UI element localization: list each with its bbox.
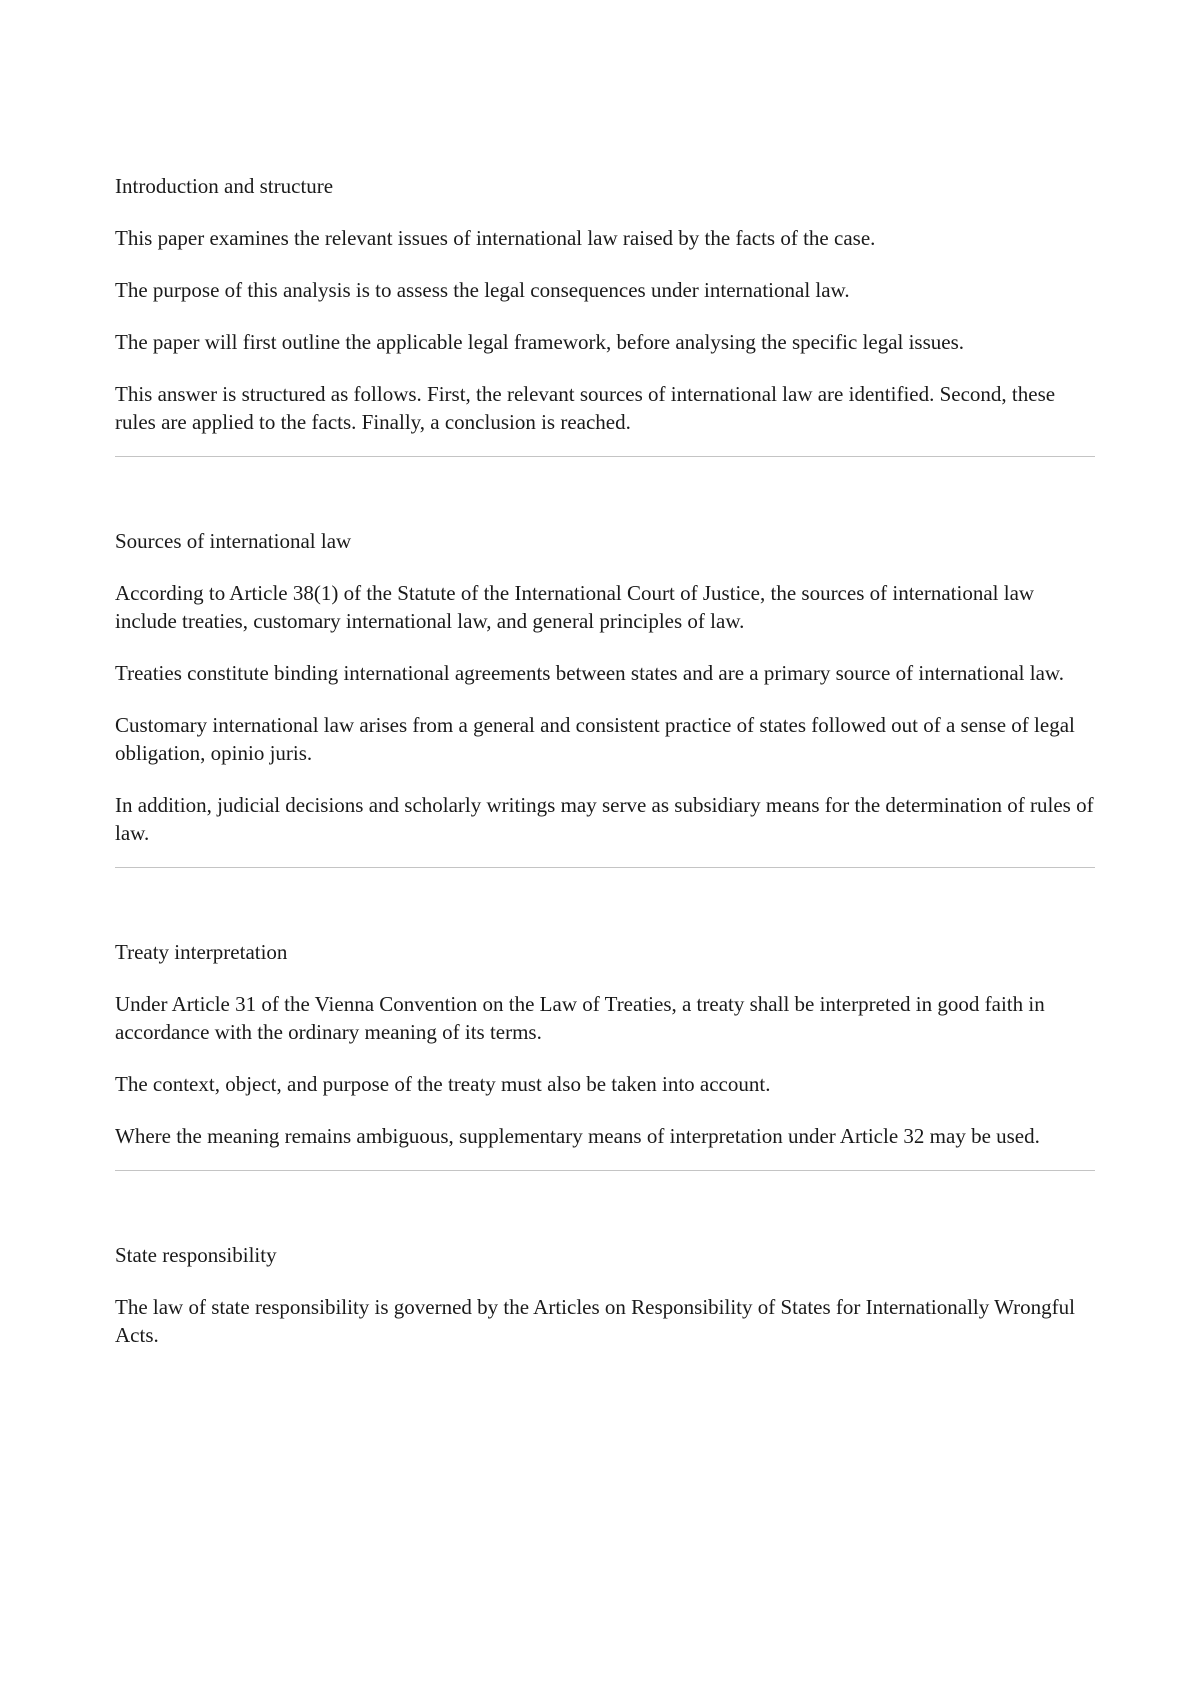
paragraph: The paper will first outline the applicable legal framework, before analysing the specific legal issues. (115, 330, 965, 354)
paragraph: According to Article 38(1) of the Statute of the International Court of Justice, the sources of international law include treaties, customary international law, and general principles of law. (115, 581, 1035, 633)
section-introduction (115, 172, 1095, 436)
section-heading: Treaty interpretation (115, 940, 288, 964)
paragraph: Treaties constitute binding international agreements between states and are a primary source of international law. (115, 661, 1064, 685)
section-divider (115, 456, 1095, 457)
section-treaty-interpretation (115, 938, 1095, 1150)
section-heading: Introduction and structure (115, 174, 334, 198)
paragraph: This paper examines the relevant issues of international law raised by the facts of the case. (115, 226, 876, 250)
paragraph: This answer is structured as follows. First, the relevant sources of international law are identified. Second, these rules are applied to the facts. Finally, a conclusion is reached. (115, 382, 1056, 434)
paragraph: Under Article 31 of the Vienna Convention on the Law of Treaties, a treaty shall be interpreted in good faith in accordance with the ordinary meaning of its terms. (115, 992, 1045, 1044)
section-divider (115, 1170, 1095, 1171)
section-heading: State responsibility (115, 1243, 277, 1267)
section-sources (115, 527, 1095, 847)
section-heading: Sources of international law (115, 529, 352, 553)
paragraph: The law of state responsibility is governed by the Articles on Responsibility of States for Internationally Wrongful Acts. (115, 1295, 1075, 1347)
paragraph: The context, object, and purpose of the treaty must also be taken into account. (115, 1072, 771, 1096)
paragraph: Customary international law arises from a general and consistent practice of states followed out of a sense of legal obligation, opinio juris. (115, 713, 1075, 765)
section-divider (115, 867, 1095, 868)
document-body (115, 172, 1095, 1373)
paragraph: Where the meaning remains ambiguous, supplementary means of interpretation under Article 32 may be used. (115, 1124, 1040, 1148)
section-state-responsibility (115, 1241, 1095, 1349)
paragraph: In addition, judicial decisions and scholarly writings may serve as subsidiary means for the determination of rules of law. (115, 793, 1094, 845)
paragraph: The purpose of this analysis is to assess the legal consequences under international law. (115, 278, 850, 302)
